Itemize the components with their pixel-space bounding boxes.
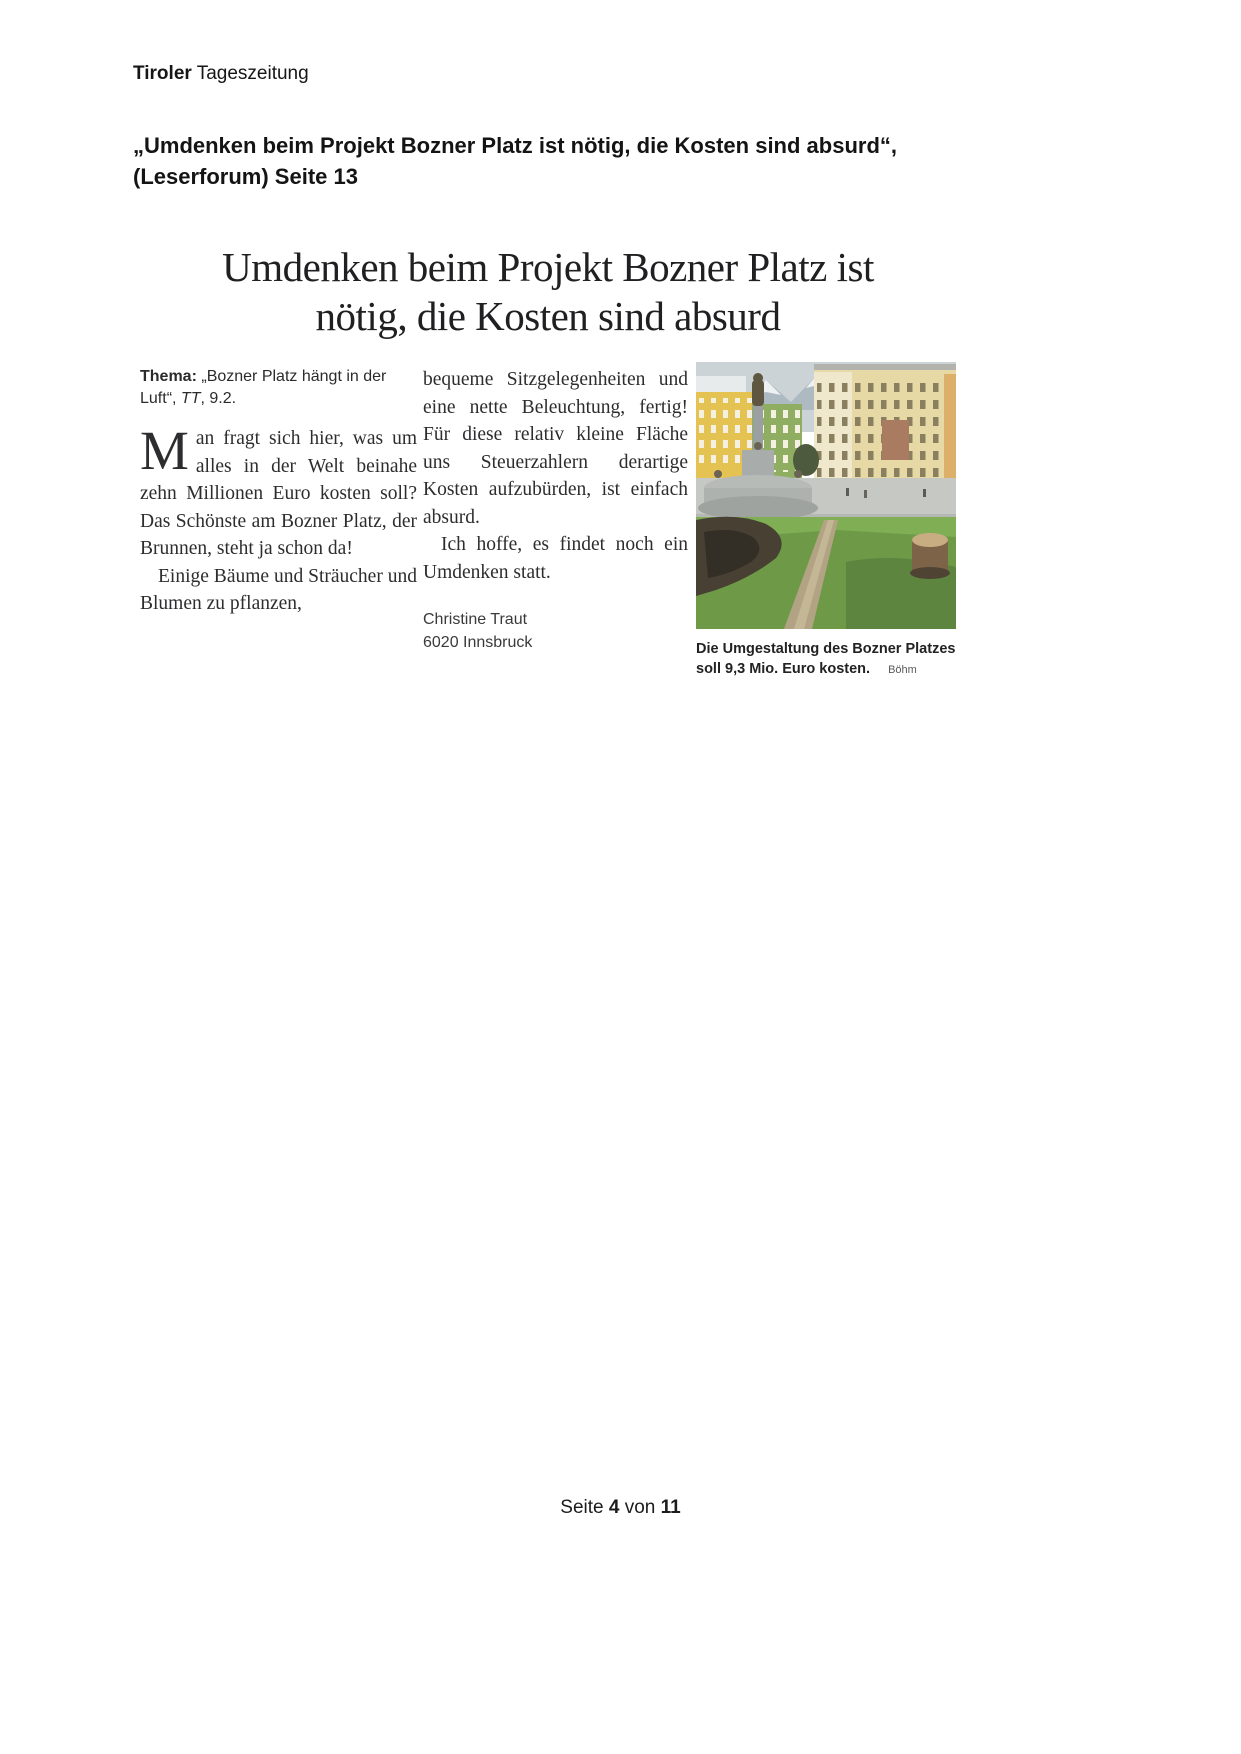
column1-text — [140, 420, 417, 618]
author-city: 6020 Innsbruck — [423, 634, 533, 651]
article-photo — [696, 362, 956, 629]
photo-column — [696, 362, 956, 680]
article-headline — [140, 243, 956, 341]
photo-credit: Böhm — [888, 664, 917, 676]
document-header — [133, 62, 309, 86]
footer-label-von: von — [624, 1497, 656, 1518]
thema-label: Thema: — [140, 368, 197, 385]
photo-caption — [696, 639, 956, 680]
thema-source: TT — [180, 390, 201, 407]
body-column-2 — [423, 362, 688, 680]
footer-page-number: 4 — [608, 1497, 620, 1518]
thema-quote: „Bozner Platz hängt in der Luft“, — [140, 368, 387, 407]
intro-heading: „Umdenken beim Projekt Bozner Platz ist nötig, die Kosten sind absurd“, (Leserforum) Seite 13 — [133, 133, 898, 189]
paragraph-2: Einige Bäume und Sträucher und Blumen zu pflanzen, — [140, 565, 417, 614]
headline-line-2: nötig, die Kosten sind absurd — [315, 293, 781, 339]
headline-line-1: Umdenken beim Projekt Bozner Platz ist — [222, 244, 874, 290]
footer-total-pages: 11 — [660, 1497, 681, 1518]
column2-text — [423, 362, 688, 586]
paragraph-4: Ich hoffe, es findet noch ein Umdenken statt. — [423, 534, 688, 583]
thema-date: , 9.2. — [200, 390, 237, 407]
paragraph-1-text: an fragt sich hier, was um alles in der Welt beinahe zehn Millionen Euro kosten soll? Das Schönste am Bozner Platz, der Brunnen, steht ja schon da! — [140, 428, 417, 559]
brand-name-bold: Tiroler — [133, 63, 192, 84]
body-column-1 — [140, 362, 417, 680]
paragraph-3: bequeme Sitzgelegenheiten und eine nette Beleuchtung, fertig! Für diese relativ kleine Fläche uns Steuerzahlern derartige Kosten aufzubürden, ist einfach absurd. — [423, 369, 688, 528]
photo-caption-text: Die Umgestaltung des Bozner Platzes soll 9,3 Mio. Euro kosten. — [696, 641, 956, 677]
author-signature — [423, 608, 688, 654]
page-footer — [0, 1497, 1241, 1519]
footer-label-seite: Seite — [560, 1497, 604, 1518]
article-content — [140, 362, 956, 680]
photo-tree-stump — [910, 533, 950, 579]
photo-buildings — [696, 364, 956, 488]
brand-name-regular: Tageszeitung — [196, 63, 309, 84]
photo-foreground — [696, 517, 956, 629]
thema-line — [140, 366, 417, 410]
article-clipping — [140, 243, 956, 680]
author-name: Christine Traut — [423, 611, 528, 628]
drop-cap: M — [140, 420, 189, 481]
paragraph-1 — [140, 420, 417, 563]
